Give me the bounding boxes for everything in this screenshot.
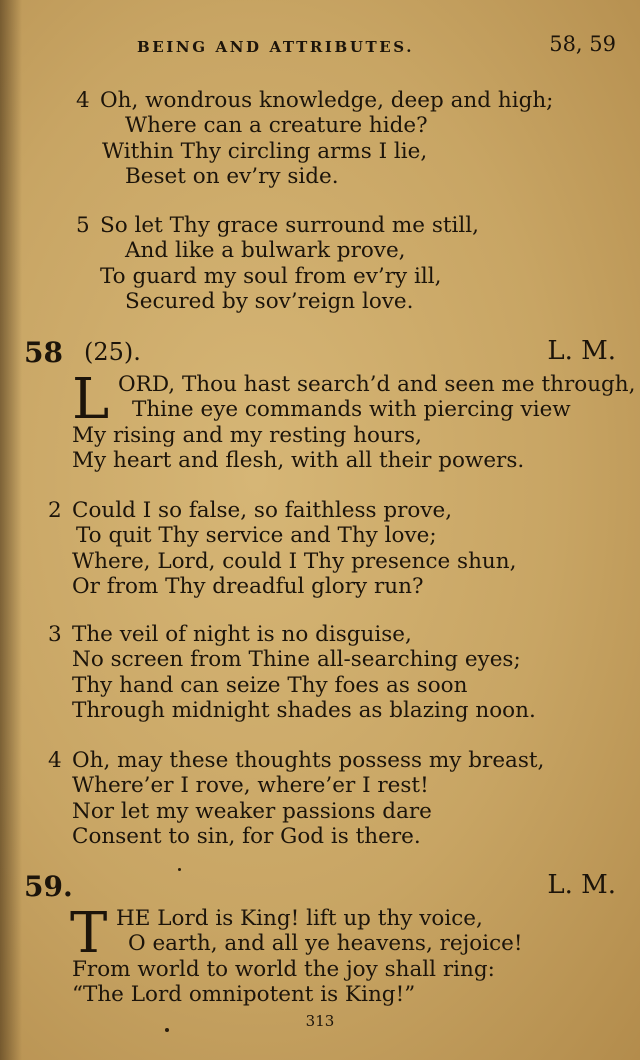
stanza-number: 3: [48, 622, 62, 647]
verse-line: Could I so false, so faithless prove,: [72, 498, 453, 523]
verse-line: Through midnight shades as blazing noon.: [72, 698, 536, 724]
hymn-range: 58, 59: [549, 32, 616, 56]
verse-line: HE Lord is King! lift up thy voice,: [116, 906, 483, 931]
hymn58-heading: [0, 336, 640, 370]
verse-line: Where’er I rove, where’er I rest!: [72, 773, 429, 799]
hymn58-stanza-1: [0, 367, 640, 474]
print-speck: [178, 868, 181, 871]
verse-line: O earth, and all ye heavens, rejoice!: [128, 931, 523, 957]
print-speck: [165, 1028, 169, 1032]
hymn58-stanza-3: [0, 622, 640, 724]
verse-line: Thine eye commands with piercing view: [132, 397, 571, 423]
hymn-reference: (25).: [84, 338, 141, 366]
hymn58-stanza-4: [0, 748, 640, 850]
page-number: 313: [305, 1012, 335, 1030]
verse-line: Where, Lord, could I Thy presence shun,: [72, 548, 517, 574]
verse-line: “The Lord omnipotent is King!”: [72, 982, 416, 1008]
hymn58-stanza-2: [0, 498, 640, 600]
verse-line: Beset on ev’ry side.: [125, 164, 339, 190]
verse-line: Thy hand can seize Thy foes as soon: [72, 672, 468, 698]
hymn-meter: L. M.: [547, 870, 616, 900]
running-head: BEING AND ATTRIBUTES.: [137, 38, 415, 56]
verse-line: Secured by sov’reign love.: [125, 289, 414, 315]
verse-line: My heart and flesh, with all their powers.: [72, 448, 525, 474]
hymn-number: 58: [24, 336, 63, 369]
verse-line: Oh, may these thoughts possess my breast,: [72, 748, 545, 773]
stanza-number: 4: [76, 88, 90, 113]
drop-cap: L: [72, 367, 110, 432]
verse-line: To guard my soul from ev’ry ill,: [100, 263, 442, 289]
verse-line: Within Thy circling arms I lie,: [102, 138, 428, 164]
verse-line: Oh, wondrous knowledge, deep and high;: [100, 88, 554, 113]
hymn57-stanza-5: [0, 213, 640, 315]
hymn-number: 59.: [24, 870, 73, 903]
hymn57-stanza-4: [0, 88, 640, 190]
verse-line: No screen from Thine all-searching eyes;: [72, 647, 521, 673]
verse-line: Consent to sin, for God is there.: [72, 824, 421, 850]
verse-line: From world to world the joy shall ring:: [72, 956, 495, 982]
verse-line: Where can a creature hide?: [125, 113, 428, 139]
stanza-number: 4: [48, 748, 62, 773]
verse-line: Or from Thy dreadful glory run?: [72, 574, 424, 600]
verse-line: Nor let my weaker passions dare: [72, 798, 432, 824]
stanza-number: 5: [76, 213, 90, 238]
hymn59-heading: [0, 870, 640, 904]
verse-line: To quit Thy service and Thy love;: [76, 523, 437, 549]
verse-line: So let Thy grace surround me still,: [100, 213, 479, 238]
hymn59-stanza-1: [0, 901, 640, 1008]
drop-cap: T: [70, 901, 108, 966]
hymn-meter: L. M.: [547, 336, 616, 366]
verse-line: The veil of night is no disguise,: [72, 622, 412, 647]
verse-line: My rising and my resting hours,: [72, 422, 422, 448]
verse-line: ORD, Thou hast search’d and seen me through,: [118, 372, 636, 397]
verse-line: And like a bulwark prove,: [125, 238, 406, 264]
page-header: [0, 30, 640, 64]
stanza-number: 2: [48, 498, 62, 523]
